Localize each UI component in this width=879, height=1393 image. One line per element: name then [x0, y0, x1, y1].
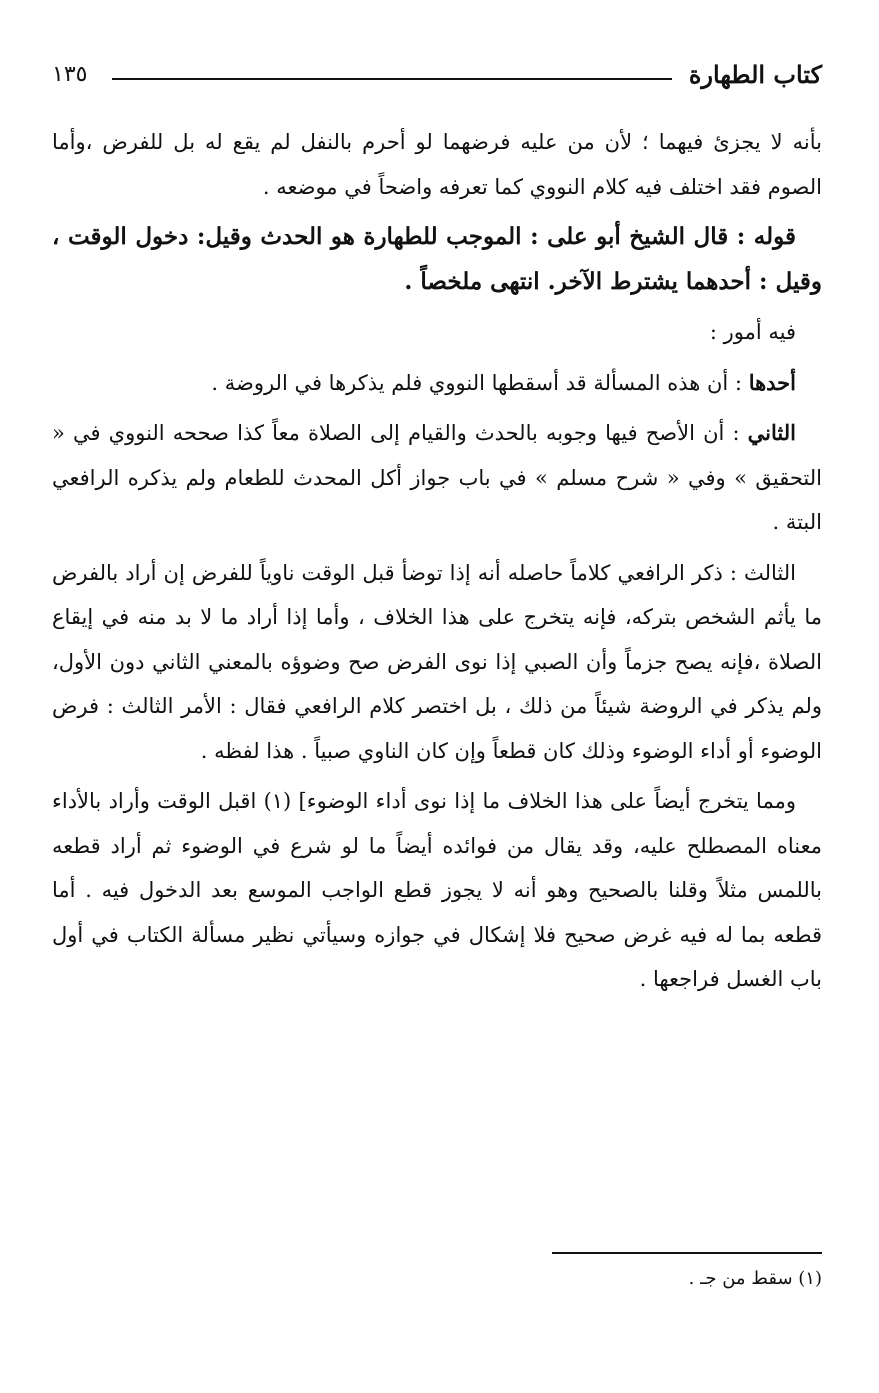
point-lead: أحدها: [748, 369, 796, 395]
header-rule: [112, 78, 672, 80]
point-second: [52, 411, 822, 545]
book-page: [52, 52, 822, 1352]
paragraph-text: بأنه لا يجزئ فيهما ؛ لأن من عليه فرضهما لو أحرم بالنفل لم يقع له بل للفرض ،وأما الصوم فقد اختلف فيه كلام النووي كما تعرفه واضحاً في موضعه .: [52, 130, 822, 199]
chapter-title: كتاب الطهارة: [688, 60, 822, 89]
main-text: [52, 120, 822, 1008]
quoted-statement: [52, 215, 822, 304]
paragraph-text: ومما يتخرج أيضاً على هذا الخلاف ما إذا نوى أداء الوضوء] (١) اقبل الوقت وأراد بالأداء معناه المصطلح عليه، وقد يقال من فوائده أيضاً ما لو شرع في الوضوء ثم أراد قطعه باللمس مثلاً وقلنا بالصحيح وهو أنه لا يجوز قطع الواجب الموسع بعد الدخول فيه . أما قطعه بما له فيه غرض صحيح فلا إشكال في جوازه وسيأتي نظير مسألة الكتاب في أول باب الغسل فراجعها .: [52, 789, 822, 991]
footnote-rule: [552, 1252, 822, 1254]
paragraph: [52, 310, 822, 355]
running-header: [52, 52, 822, 104]
footnote: (١) سقط من جـ .: [688, 1268, 822, 1289]
paragraph: [52, 120, 822, 209]
paragraph: [52, 779, 822, 1002]
paragraph-text: : أن الأصح فيها وجوبه بالحدث والقيام إلى الصلاة معاً كذا صححه النووي في « التحقيق » وفي « شرح مسلم » في باب جواز أكل المحدث للطعام ولم يذكره الرافعي البتة .: [52, 421, 822, 534]
paragraph-text: فيه أمور :: [709, 320, 796, 344]
point-lead: الثاني: [747, 420, 796, 445]
paragraph-text: الثالث : ذكر الرافعي كلاماً حاصله أنه إذا توضأ قبل الوقت ناوياً للفرض إن أراد بالفرض ما يأثم الشخص بتركه، فإنه يتخرج على هذا الخلاف ، وأما إذا أراد ما لا بد منه في إيقاع الصلاة ،فإنه يصح جزماً وأن الصبي إذا نوى الفرض صح وضوؤه بالمعني الثاني دون الأول، ولم يذكر في الروضة شيئاً من ذلك ، بل اختصر كلام الرافعي فقال : الأمر الثالث : فرض الوضوء أو أداء الوضوء وذلك كان قطعاً وإن كان الناوي صبياً . هذا لفظه .: [52, 560, 822, 763]
point-third: [52, 551, 822, 774]
page-number: ١٣٥: [52, 62, 88, 87]
paragraph-text: قوله : قال الشيخ أبو على : الموجب للطهارة هو الحدث وقيل: دخول الوقت ، وقيل : أحدهما يشترط الآخر. انتهى ملخصاً .: [52, 223, 822, 295]
point-first: [52, 361, 822, 406]
paragraph-text: : أن هذه المسألة قد أسقطها النووي فلم يذكرها في الروضة .: [211, 370, 742, 395]
